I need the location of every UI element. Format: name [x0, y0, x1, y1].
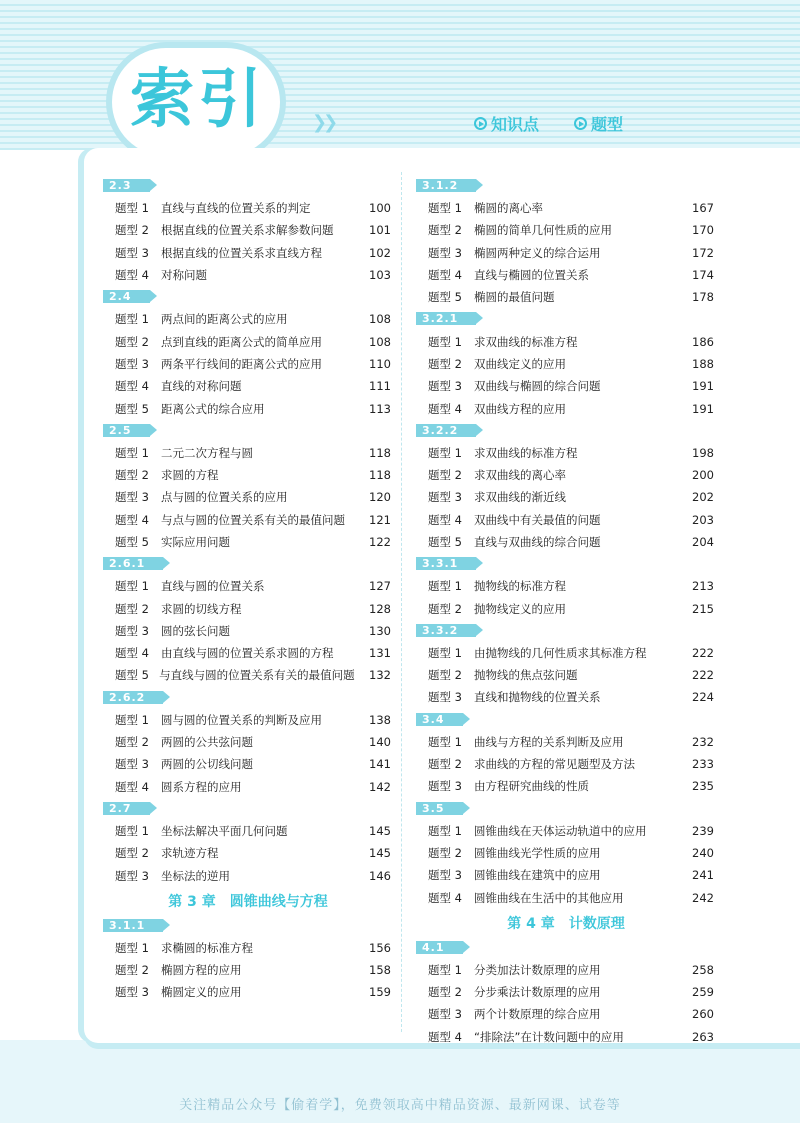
index-entry[interactable] [103, 820, 393, 842]
section-number: 3.2.2 [416, 424, 476, 437]
chapter-heading: 第 4 章 计数原理 [507, 915, 625, 932]
entry-page-number: 122 [369, 535, 391, 549]
entry-page-number: 100 [369, 201, 391, 216]
section-tag [103, 177, 393, 194]
entry-type-label: 题型 3 [428, 379, 462, 394]
entry-type-label: 题型 1 [115, 312, 149, 327]
entry-title: 直线与椭圆的位置关系 [474, 268, 589, 283]
entry-page-number: 215 [692, 601, 714, 616]
entry-type-label: 题型 4 [428, 1029, 462, 1044]
entry-type-label: 题型 1 [428, 201, 462, 216]
index-entry[interactable] [416, 442, 716, 464]
index-entry[interactable] [103, 219, 393, 241]
entry-title: 直线与圆的位置关系 [161, 579, 265, 594]
entry-type-label: 题型 1 [428, 645, 462, 660]
index-entry[interactable] [416, 731, 716, 753]
entry-title: 由方程研究曲线的性质 [474, 779, 589, 794]
entry-type-label: 题型 4 [428, 401, 462, 416]
play-circle-icon [574, 117, 587, 130]
section-tag [416, 939, 716, 956]
index-entry[interactable] [416, 642, 716, 664]
entry-title: 直线和抛物线的位置关系 [474, 690, 601, 705]
section-tag [103, 917, 393, 934]
legend-label: 题型 [591, 115, 624, 134]
section-tag [103, 422, 393, 439]
section-number: 3.3.1 [416, 557, 476, 570]
entry-page-number: 118 [369, 445, 391, 460]
entry-page-number: 145 [369, 823, 391, 838]
index-entry[interactable] [416, 353, 716, 375]
entry-page-number: 167 [692, 201, 714, 216]
entry-type-label: 题型 1 [115, 823, 149, 838]
entry-type-label: 题型 2 [428, 601, 462, 616]
entry-type-label: 题型 3 [115, 868, 149, 883]
entry-type-label: 题型 2 [428, 468, 462, 483]
entry-type-label: 题型 2 [115, 601, 149, 616]
index-entry[interactable] [416, 597, 716, 619]
entry-title: 与直线与圆的位置关系有关的最值问题 [159, 668, 355, 683]
entry-title: 实际应用问题 [161, 535, 230, 549]
entry-type-label: 题型 1 [428, 734, 462, 749]
page-title: 索引 [130, 63, 266, 137]
index-entry[interactable] [416, 664, 716, 686]
index-entry[interactable] [103, 842, 393, 864]
entry-page-number: 108 [369, 312, 391, 327]
entry-page-number: 233 [692, 757, 714, 772]
index-entry[interactable] [103, 375, 393, 397]
entry-page-number: 191 [692, 379, 714, 394]
legend-question-type [574, 112, 623, 135]
entry-type-label: 题型 2 [428, 356, 462, 371]
entry-type-label: 题型 5 [115, 535, 149, 549]
entry-type-label: 题型 3 [428, 490, 462, 505]
entry-type-label: 题型 3 [115, 490, 149, 505]
entry-page-number: 131 [369, 646, 391, 661]
entry-title: 双曲线定义的应用 [474, 356, 566, 371]
entry-type-label: 题型 4 [428, 512, 462, 527]
entry-page-number: 158 [369, 963, 391, 978]
entry-title: 抛物线的标准方程 [474, 579, 566, 594]
section-tag [103, 800, 393, 817]
entry-title: 圆锥曲线在生活中的其他应用 [474, 890, 624, 905]
index-entry[interactable] [103, 959, 393, 981]
entry-type-label: 题型 3 [115, 757, 149, 772]
entry-title: 求曲线的方程的常见题型及方法 [474, 757, 635, 772]
entry-title: 由抛物线的几何性质求其标准方程 [474, 645, 647, 660]
entry-page-number: 203 [692, 512, 714, 527]
entry-page-number: 178 [692, 290, 714, 305]
index-entry[interactable] [416, 219, 716, 241]
entry-title: 两圆的公共弦问题 [161, 735, 253, 750]
entry-title: 抛物线的焦点弦问题 [474, 668, 578, 683]
entry-page-number: 224 [692, 690, 714, 705]
entry-type-label: 题型 3 [428, 1007, 462, 1022]
entry-title: 坐标法解决平面几何问题 [161, 823, 288, 838]
index-entry[interactable] [416, 264, 716, 286]
index-entry[interactable] [103, 308, 393, 330]
section-number: 3.1.1 [103, 919, 163, 932]
index-entry[interactable] [103, 664, 393, 686]
entry-type-label: 题型 3 [428, 779, 462, 794]
index-entry[interactable] [416, 531, 716, 553]
index-entry[interactable] [103, 264, 393, 286]
entry-type-label: 题型 4 [428, 268, 462, 283]
entry-page-number: 103 [369, 268, 391, 283]
entry-title: 两条平行线间的距离公式的应用 [161, 356, 322, 371]
index-entry[interactable] [416, 375, 716, 397]
index-entry[interactable] [103, 753, 393, 775]
section-number: 3.5 [416, 802, 463, 815]
entry-type-label: 题型 4 [115, 779, 149, 794]
index-entry[interactable] [416, 509, 716, 531]
index-entry[interactable] [103, 597, 393, 619]
entry-page-number: 121 [369, 512, 391, 527]
entry-type-label: 题型 2 [428, 757, 462, 772]
entry-page-number: 156 [369, 940, 391, 955]
section-number: 2.4 [103, 290, 150, 303]
entry-type-label: 题型 1 [428, 823, 462, 838]
entry-page-number: 191 [692, 401, 714, 416]
entry-page-number: 188 [692, 356, 714, 371]
index-entry[interactable] [103, 197, 393, 219]
entry-title: 椭圆定义的应用 [161, 985, 242, 1000]
entry-page-number: 120 [369, 490, 391, 505]
entry-type-label: 题型 3 [115, 623, 149, 638]
entry-type-label: 题型 2 [115, 334, 149, 349]
entry-page-number: 240 [692, 845, 714, 860]
entry-page-number: 242 [692, 890, 714, 905]
entry-title: 直线与直线的位置关系的判定 [161, 201, 311, 216]
entry-type-label: 题型 5 [115, 401, 149, 416]
entry-page-number: 138 [369, 712, 391, 727]
entry-type-label: 题型 2 [115, 468, 149, 483]
entry-title: 分类加法计数原理的应用 [474, 962, 601, 977]
entry-title: 椭圆的简单几何性质的应用 [474, 223, 612, 238]
section-number: 2.6.2 [103, 691, 163, 704]
entry-type-label: 题型 1 [115, 579, 149, 594]
entry-title: 直线的对称问题 [161, 379, 242, 394]
entry-page-number: 202 [692, 490, 714, 505]
section-tag [103, 555, 393, 572]
entry-page-number: 132 [369, 668, 391, 683]
entry-page-number: 140 [369, 735, 391, 750]
entry-title: 对称问题 [161, 268, 207, 283]
entry-title: 求双曲线的标准方程 [474, 445, 578, 460]
index-entry[interactable] [416, 686, 716, 708]
entry-type-label: 题型 4 [428, 890, 462, 905]
index-entry[interactable] [103, 486, 393, 508]
entry-title: 求轨迹方程 [161, 846, 219, 861]
index-entry[interactable] [416, 286, 716, 308]
entry-type-label: 题型 2 [428, 985, 462, 1000]
entry-page-number: 258 [692, 962, 714, 977]
index-entry[interactable] [416, 981, 716, 1003]
entry-title: 距离公式的综合应用 [161, 401, 265, 416]
entry-title: 圆锥曲线光学性质的应用 [474, 845, 601, 860]
index-entry[interactable] [416, 397, 716, 419]
entry-type-label: 题型 3 [428, 245, 462, 260]
entry-page-number: 204 [692, 535, 714, 549]
entry-title: 与点与圆的位置关系有关的最值问题 [161, 512, 345, 527]
index-entry[interactable] [416, 1003, 716, 1025]
entry-page-number: 222 [692, 668, 714, 683]
entry-type-label: 题型 3 [428, 868, 462, 883]
index-entry[interactable] [416, 575, 716, 597]
entry-page-number: 111 [369, 379, 391, 394]
entry-type-label: 题型 1 [428, 579, 462, 594]
entry-page-number: 263 [692, 1029, 714, 1044]
entry-type-label: 题型 2 [115, 735, 149, 750]
entry-type-label: 题型 5 [428, 535, 462, 549]
section-number: 3.1.2 [416, 179, 476, 192]
index-entry[interactable] [103, 509, 393, 531]
entry-type-label: 题型 3 [115, 356, 149, 371]
entry-page-number: 159 [369, 985, 391, 1000]
entry-type-label: 题型 1 [115, 201, 149, 216]
entry-type-label: 题型 1 [115, 445, 149, 460]
entry-title: 两个计数原理的综合应用 [474, 1007, 601, 1022]
section-number: 2.7 [103, 802, 150, 815]
entry-type-label: 题型 4 [115, 512, 149, 527]
entry-type-label: 题型 2 [115, 223, 149, 238]
section-number: 2.5 [103, 424, 150, 437]
index-entry[interactable] [416, 864, 716, 886]
entry-title: 椭圆的最值问题 [474, 290, 555, 305]
index-entry[interactable] [416, 330, 716, 352]
entry-page-number: 200 [692, 468, 714, 483]
entry-title: 两圆的公切线问题 [161, 757, 253, 772]
entry-page-number: 232 [692, 734, 714, 749]
entry-title: 圆与圆的位置关系的判断及应用 [161, 712, 322, 727]
entry-page-number: 174 [692, 268, 714, 283]
entry-title: 求圆的切线方程 [161, 601, 242, 616]
entry-page-number: 259 [692, 985, 714, 1000]
entry-title: 坐标法的逆用 [161, 868, 230, 883]
section-tag [416, 800, 716, 817]
entry-type-label: 题型 2 [428, 668, 462, 683]
entry-title: 双曲线中有关最值的问题 [474, 512, 601, 527]
entry-page-number: 260 [692, 1007, 714, 1022]
entry-title: 圆系方程的应用 [161, 779, 242, 794]
entry-type-label: 题型 1 [115, 940, 149, 955]
section-tag [416, 310, 716, 327]
index-entry[interactable] [416, 820, 716, 842]
legend-knowledge-point [474, 112, 539, 135]
entry-title: 椭圆的离心率 [474, 201, 543, 216]
entry-title: 求双曲线的渐近线 [474, 490, 566, 505]
section-tag [103, 288, 393, 305]
index-entry[interactable] [103, 330, 393, 352]
entry-type-label: 题型 1 [428, 962, 462, 977]
entry-page-number: 128 [369, 601, 391, 616]
index-entry[interactable] [103, 531, 393, 553]
index-entry[interactable] [103, 731, 393, 753]
legend-label: 知识点 [491, 115, 540, 134]
index-entry[interactable] [416, 464, 716, 486]
entry-type-label: 题型 5 [115, 668, 149, 683]
entry-page-number: 145 [369, 846, 391, 861]
entry-type-label: 题型 4 [115, 268, 149, 283]
index-entry[interactable] [103, 937, 393, 959]
entry-type-label: 题型 4 [115, 646, 149, 661]
entry-type-label: 题型 2 [115, 846, 149, 861]
entry-page-number: 198 [692, 445, 714, 460]
section-tag [416, 422, 716, 439]
index-entry[interactable] [416, 753, 716, 775]
entry-title: 根据直线的位置关系求直线方程 [161, 245, 322, 260]
entry-title: 直线与双曲线的综合问题 [474, 535, 601, 549]
play-circle-icon [474, 117, 487, 130]
index-entry[interactable] [103, 397, 393, 419]
entry-page-number: 186 [692, 334, 714, 349]
entry-page-number: 222 [692, 645, 714, 660]
entry-page-number: 113 [369, 401, 391, 416]
entry-title: 椭圆方程的应用 [161, 963, 242, 978]
index-entry[interactable] [103, 575, 393, 597]
entry-type-label: 题型 3 [115, 985, 149, 1000]
entry-title: 求双曲线的标准方程 [474, 334, 578, 349]
entry-page-number: 108 [369, 334, 391, 349]
entry-page-number: 146 [369, 868, 391, 883]
index-entry[interactable] [416, 959, 716, 981]
entry-title: 点到直线的距离公式的简单应用 [161, 334, 322, 349]
section-number: 3.4 [416, 713, 463, 726]
index-entry[interactable] [416, 842, 716, 864]
entry-page-number: 110 [369, 356, 391, 371]
index-entry[interactable] [103, 242, 393, 264]
entry-page-number: 141 [369, 757, 391, 772]
entry-page-number: 127 [369, 579, 391, 594]
entry-type-label: 题型 1 [428, 334, 462, 349]
index-entry[interactable] [416, 486, 716, 508]
index-column-left [103, 175, 393, 1004]
entry-page-number: 101 [369, 223, 391, 238]
entry-page-number: 213 [692, 579, 714, 594]
entry-title: 点与圆的位置关系的应用 [161, 490, 288, 505]
entry-title: 二元二次方程与圆 [161, 445, 253, 460]
entry-page-number: 118 [369, 468, 391, 483]
section-number: 2.6.1 [103, 557, 163, 570]
section-number: 3.2.1 [416, 312, 476, 325]
entry-title: 圆的弦长问题 [161, 623, 230, 638]
entry-title: 由直线与圆的位置关系求圆的方程 [161, 646, 334, 661]
index-column-right [416, 175, 716, 1048]
entry-type-label: 题型 1 [115, 712, 149, 727]
chapter-heading: 第 3 章 圆锥曲线与方程 [168, 893, 328, 910]
entry-title: 圆锥曲线在天体运动轨道中的应用 [474, 823, 647, 838]
entry-type-label: 题型 2 [428, 845, 462, 860]
index-entry[interactable] [416, 775, 716, 797]
entry-title: 圆锥曲线在建筑中的应用 [474, 868, 601, 883]
entry-title: 双曲线与椭圆的综合问题 [474, 379, 601, 394]
entry-page-number: 130 [369, 623, 391, 638]
index-entry[interactable] [416, 1026, 716, 1048]
index-entry[interactable] [416, 242, 716, 264]
entry-title: 根据直线的位置关系求解参数问题 [161, 223, 334, 238]
index-entry[interactable] [103, 709, 393, 731]
entry-type-label: 题型 5 [428, 290, 462, 305]
entry-type-label: 题型 2 [115, 963, 149, 978]
index-entry[interactable] [103, 620, 393, 642]
entry-page-number: 239 [692, 823, 714, 838]
entry-title: 椭圆两种定义的综合运用 [474, 245, 601, 260]
index-entry[interactable] [416, 197, 716, 219]
section-tag [416, 177, 716, 194]
section-tag [416, 711, 716, 728]
entry-type-label: 题型 3 [115, 245, 149, 260]
entry-type-label: 题型 3 [428, 690, 462, 705]
index-entry[interactable] [103, 864, 393, 886]
entry-title: 抛物线定义的应用 [474, 601, 566, 616]
entry-title: 双曲线方程的应用 [474, 401, 566, 416]
index-entry[interactable] [103, 353, 393, 375]
entry-page-number: 102 [369, 245, 391, 260]
double-chevron-icon: ❯❯ [312, 112, 335, 133]
section-number: 4.1 [416, 941, 463, 954]
entry-page-number: 172 [692, 245, 714, 260]
entry-type-label: 题型 2 [428, 223, 462, 238]
entry-type-label: 题型 4 [115, 379, 149, 394]
entry-title: 分步乘法计数原理的应用 [474, 985, 601, 1000]
section-tag [416, 555, 716, 572]
index-entry[interactable] [103, 442, 393, 464]
footer-note: 关注精品公众号【偷着学】，免费领取高中精品资源、最新网课、试卷等 [179, 1098, 621, 1113]
entry-page-number: 142 [369, 779, 391, 794]
section-tag [416, 622, 716, 639]
entry-page-number: 170 [692, 223, 714, 238]
entry-title: 求椭圆的标准方程 [161, 940, 253, 955]
entry-title: 求双曲线的离心率 [474, 468, 566, 483]
index-entry[interactable] [103, 464, 393, 486]
entry-title: “排除法”在计数问题中的应用 [474, 1029, 624, 1044]
section-number: 3.3.2 [416, 624, 476, 637]
entry-title: 求圆的方程 [161, 468, 219, 483]
index-entry[interactable] [416, 886, 716, 908]
entry-type-label: 题型 1 [428, 445, 462, 460]
index-entry[interactable] [103, 981, 393, 1003]
entry-page-number: 235 [692, 779, 714, 794]
section-tag [103, 689, 393, 706]
index-entry[interactable] [103, 776, 393, 798]
entry-title: 曲线与方程的关系判断及应用 [474, 734, 624, 749]
index-entry[interactable] [103, 642, 393, 664]
column-divider [401, 172, 402, 1032]
entry-page-number: 241 [692, 868, 714, 883]
section-number: 2.3 [103, 179, 150, 192]
entry-title: 两点间的距离公式的应用 [161, 312, 288, 327]
